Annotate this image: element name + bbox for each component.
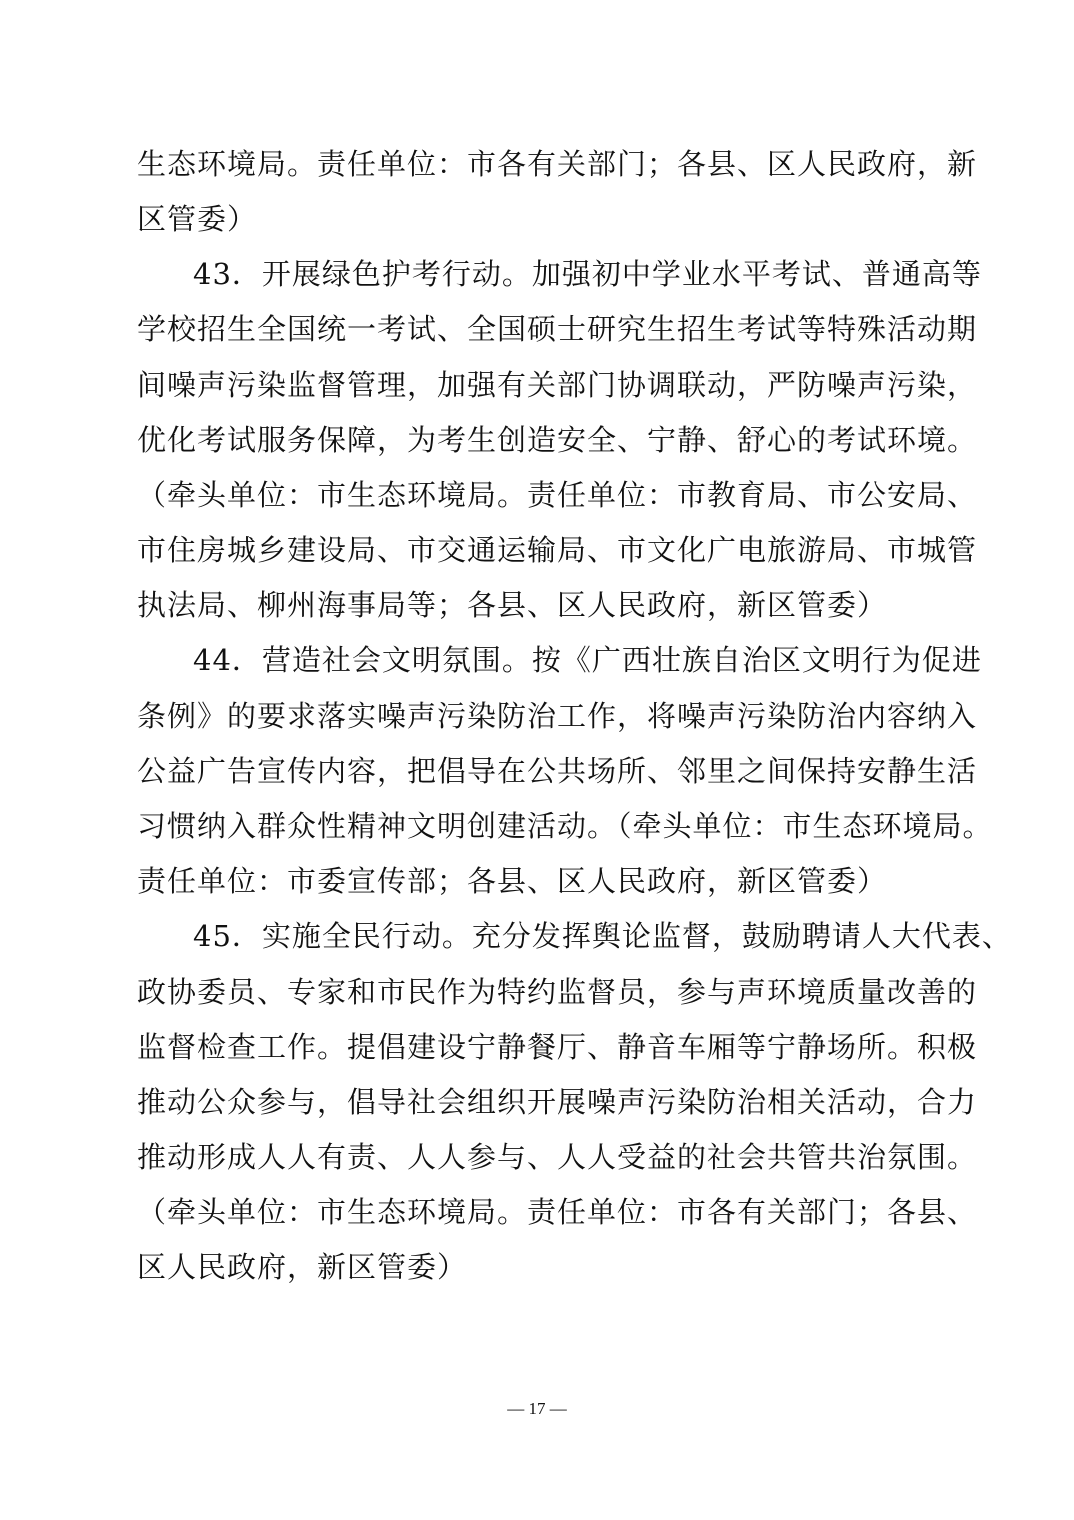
page-number: — 17 —: [507, 1399, 567, 1418]
text-line: 市住房城乡建设局、市交通运输局、市文化广电旅游局、市城管: [137, 533, 978, 567]
text-line: 执法局、柳州海事局等；各县、区人民政府，新区管委）: [137, 588, 888, 622]
text-line: 政协委员、专家和市民作为特约监督员，参与声环境质量改善的: [137, 975, 978, 1009]
text-line: 推动公众参与，倡导社会组织开展噪声污染防治相关活动，合力: [137, 1085, 978, 1119]
text-line: 责任单位：市委宣传部；各县、区人民政府，新区管委）: [137, 864, 888, 898]
text-line: （牵头单位：市生态环境局。责任单位：市各有关部门；各县、: [137, 1195, 978, 1229]
text-line: 学校招生全国统一考试、全国硕士研究生招生考试等特殊活动期: [137, 312, 978, 346]
text-line: 区管委）: [137, 202, 258, 236]
text-line: 间噪声污染监督管理，加强有关部门协调联动，严防噪声污染，: [137, 368, 978, 402]
text-line: 区人民政府，新区管委）: [137, 1250, 468, 1284]
paragraph-43-first-line: 43．开展绿色护考行动。加强初中学业水平考试、普通高等: [193, 257, 982, 291]
text-line: 生态环境局。责任单位：市各有关部门；各县、区人民政府，新: [137, 147, 978, 181]
text-line: 推动形成人人有责、人人参与、人人受益的社会共管共治氛围。: [137, 1140, 978, 1174]
paragraph-45-first-line: 45．实施全民行动。充分发挥舆论监督，鼓励聘请人大代表、: [193, 919, 1012, 953]
text-line: 习惯纳入群众性精神文明创建活动。（牵头单位：市生态环境局。: [137, 809, 993, 843]
text-line: 公益广告宣传内容，把倡导在公共场所、邻里之间保持安静生活: [137, 754, 978, 788]
text-line: 优化考试服务保障，为考生创造安全、宁静、舒心的考试环境。: [137, 423, 978, 457]
text-line: 监督检查工作。提倡建设宁静餐厅、静音车厢等宁静场所。积极: [137, 1030, 978, 1064]
text-line: 条例》的要求落实噪声污染防治工作，将噪声污染防治内容纳入: [137, 699, 978, 733]
paragraph-44-first-line: 44．营造社会文明氛围。按《广西壮族自治区文明行为促进: [193, 643, 982, 677]
text-line: （牵头单位：市生态环境局。责任单位：市教育局、市公安局、: [137, 478, 978, 512]
